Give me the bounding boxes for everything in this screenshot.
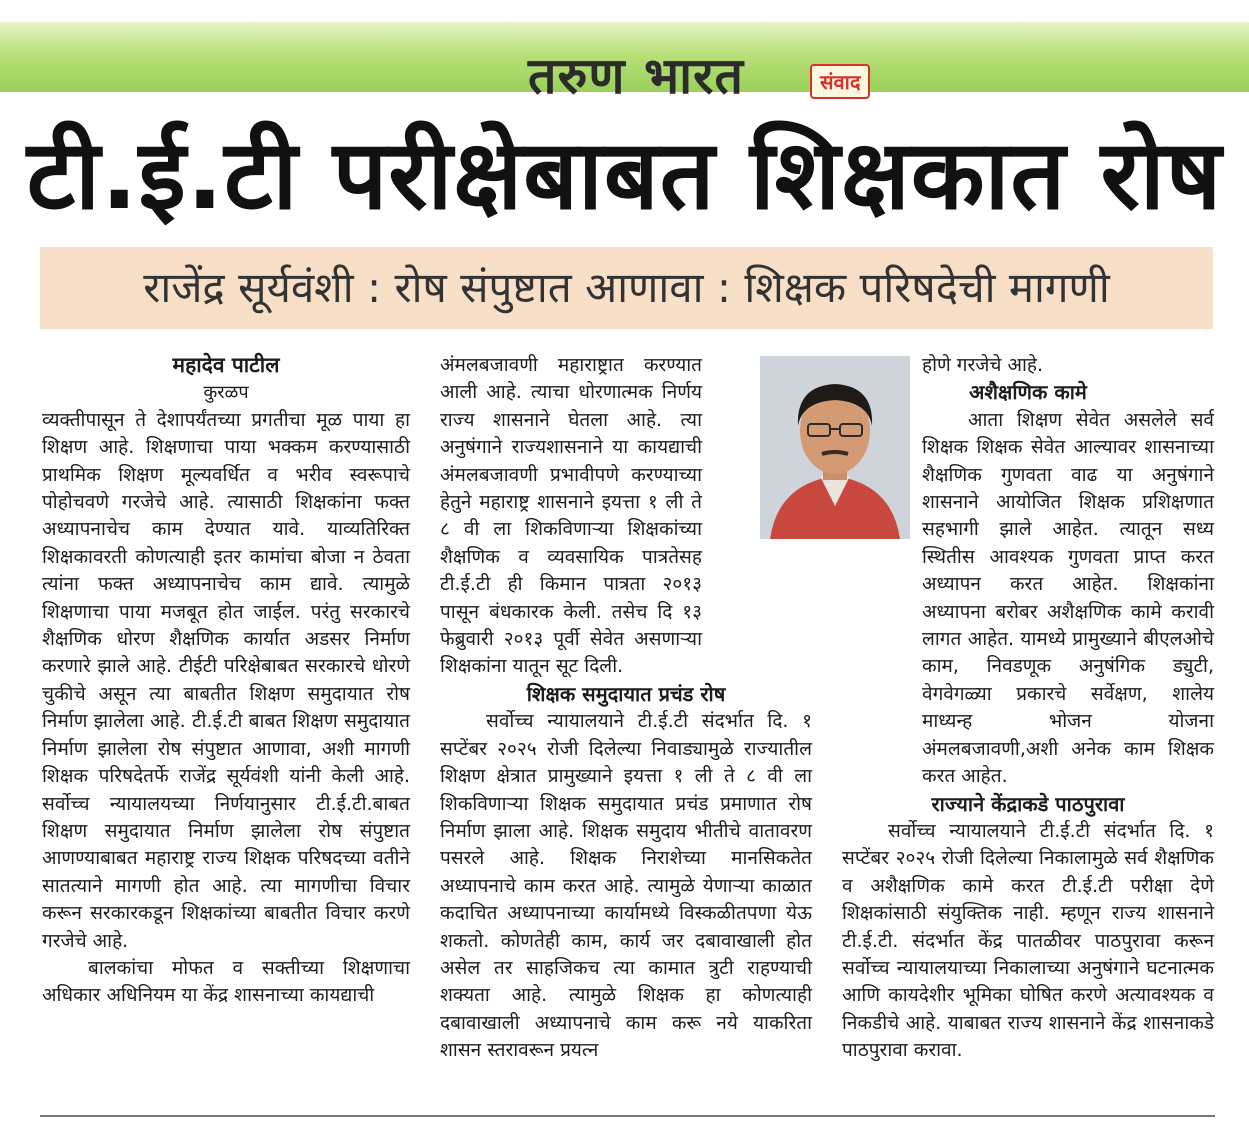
section-heading: राज्याने केंद्राकडे पाठपुरावा xyxy=(931,791,1125,816)
article-column-3 xyxy=(842,352,1214,1065)
paragraph: अंमलबजावणी महाराष्ट्रात करण्यात आली आहे. त्याचा धोरणात्मक निर्णय राज्य शासनाने घेतला आहे. त्या अनुषंगाने राज्यशासनाने या कायद्याची अंमलबजावणी प्रभावीपणे करण्याच्या हेतुने महाराष्ट्र शासनाने इयत्ता १ ली ते ८ वी ला शिकविणाऱ्या शिक्षकांच्या शैक्षणिक व व्यवसायिक पात्रतेसह टी.ई.टी ही किमान पात्रता २०१३ पासून बंधकारक केली. तसेच दि १३ फेब्रुवारी २०१३ पूर्वी सेवेत असणाऱ्या शिक्षकांना यातून सूट दिली. xyxy=(440,354,702,678)
newspaper-name: तरुण भारत xyxy=(528,47,745,105)
section-heading: शिक्षक समुदायात प्रचंड रोष xyxy=(526,681,726,706)
paragraph: आता शिक्षण सेवेत असलेले सर्व शिक्षक शिक्षक सेवेत आल्यावर शासनाच्या शैक्षणिक गुणवता वाढ या अनुषंगाने शासनाने आयोजित शिक्षक प्रशिक्षणात सहभागी झाले आहेत. त्यातून सध्य स्थितीस आवश्यक गुणवता प्राप्त करत अध्यापन करत आहेत. शिक्षकांना अध्यापना बरोबर अशैक्षणिक कामे करावी लागत आहेत. यामध्ये प्रामुख्याने बीएलओचे काम, निवडणूक अनुषंगिक ड्युटी, वेगवेगळ्या प्रकारचे सर्वेक्षण, शालेय माध्यन्ह भोजन योजना अंमलबजावणी,अशी अनेक काम शिक्षक करत आहेत. xyxy=(922,408,1214,788)
section-heading: अशैक्षणिक कामे xyxy=(969,380,1087,405)
paragraph: सर्वोच्च न्यायालयाने टी.ई.टी संदर्भात दि. १ सप्टेंबर २०२५ रोजी दिलेल्या निवाड्यामुळे राज्यातील शिक्षण क्षेत्रात प्रामुख्याने इयत्ता १ ली ते ८ वी ला शिकविणाऱ्या शिक्षक समुदायात प्रचंड प्रमाणात रोष निर्माण झाला आहे. शिक्षक समुदाय भीतीचे वातावरण पसरले आहे. शिक्षक निराशेच्या मानसिकतेत अध्यापनाचे काम करत आहे. त्यामुळे येणाऱ्या काळात कदाचित अध्यापनाच्या कार्यामध्ये विस्कळीतपणा येऊ शकतो. कोणतेही काम, कार्य जर दबावाखाली होत असेल तर साहजिकच त्या कामात त्रुटी राहण्याची शक्यता आहे. त्यामुळे शिक्षक हा कोणत्याही दबावाखाली अध्यापनाचे काम करू नये याकरिता शासन स्तरावरून प्रयत्न xyxy=(440,710,812,1062)
paragraph: सर्वोच्च न्यायालयाने टी.ई.टी संदर्भात दि. १ सप्टेंबर २०२५ रोजी दिलेल्या निकालामुळे सर्व शैक्षणिक व अशैक्षणिक कामे करत टी.ई.टी परीक्षा देणे शिक्षकांसाठी संयुक्तिक नाही. म्हणून राज्य शासनाने टी.ई.टी. संदर्भात केंद्र पातळीवर पाठपुरावा करून सर्वोच्च न्यायालयाच्या निकालाच्या अनुषंगाने घटनात्मक आणि कायदेशीर भूमिका घोषित करणे अत्यावश्यक व निकडीचे आहे. याबाबत राज्य शासनाने केंद्र शासनाकडे पाठपुरावा करावा. xyxy=(842,819,1214,1062)
masthead-banner xyxy=(0,22,1249,105)
paragraph: होणे गरजेचे आहे. xyxy=(922,354,1044,376)
article-headline: टी.ई.टी परीक्षेबाबत शिक्षकात रोष xyxy=(26,119,1223,231)
article-column-2 xyxy=(440,352,812,1065)
edition-badge: संवाद xyxy=(810,64,870,99)
dateline-place: कुरळप xyxy=(203,382,249,404)
article-column-1 xyxy=(42,352,410,1010)
article-subheadline: राजेंद्र सूर्यवंशी : रोष संपुष्टात आणावा : शिक्षक परिषदेची मागणी xyxy=(143,263,1110,312)
paragraph: व्यक्तीपासून ते देशापर्यंतच्या प्रगतीचा मूळ पाया हा शिक्षण आहे. शिक्षणाचा पाया भक्कम करण्यासाठी प्राथमिक शिक्षण मूल्यवर्धित व भरीव स्वरूपाचे पोहोचवणे गरजेचे आहे. त्यासाठी शिक्षकांना फक्त अध्यापनाचेच काम देण्यात यावे. याव्यतिरिक्त शिक्षकावरती कोणत्याही इतर कामांचा बोजा न ठेवता त्यांना फक्त अध्यापनाचेच काम द्यावे. त्यामुळे शिक्षणाचा पाया मजबूत होत जाईल. परंतु सरकारचे शैक्षणिक धोरण शैक्षणिक कार्यात अडसर निर्माण करणारे झाले आहे. टीईटी परिक्षेबाबत सरकारचे धोरणे चुकीचे असून त्या बाबतीत शिक्षण समुदायात रोष निर्माण झालेला आहे. टी.ई.टी बाबत शिक्षण समुदायात निर्माण झालेला रोष संपुष्टात आणावा, अशी मागणी शिक्षक परिषदेतर्फे राजेंद्र सूर्यवंशी यांनी केली आहे. सर्वोच्च न्यायालयच्या निर्णयानुसार टी.ई.टी.बाबत शिक्षण समुदायात निर्माण झालेला रोष संपुष्टात आणण्याबाबत महाराष्ट्र राज्य शिक्षक परिषदच्या वतीने सातत्याने मागणी होत आहे. त्या मागणीचा विचार करून सरकारकडून शिक्षकांच्या बाबतीत विचार करणे गरजेचे आहे. xyxy=(42,408,410,952)
paragraph: बालकांचा मोफत व सक्तीच्या शिक्षणाचा अधिकार अधिनियम या केंद्र शासनाच्या कायद्याची xyxy=(42,956,410,1007)
subheadline-box xyxy=(40,247,1213,329)
author-name: महादेव पाटील xyxy=(172,353,280,377)
bottom-divider xyxy=(40,1115,1215,1117)
